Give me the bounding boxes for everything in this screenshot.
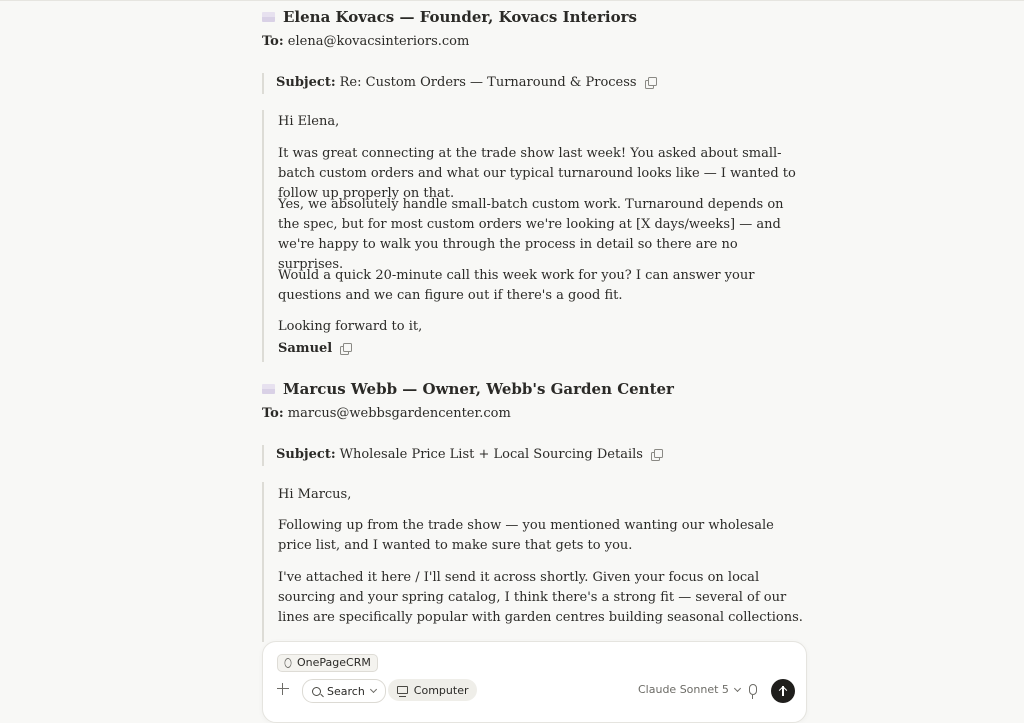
search-label: Search: [327, 684, 365, 698]
message-composer[interactable]: [262, 641, 807, 723]
envelope-icon: [262, 384, 275, 394]
email-body-block: [262, 482, 804, 642]
to-label: To:: [262, 34, 284, 49]
email-paragraph: Yes, we absolutely handle small-batch custom work. Turnaround depends on the spec, but for most custom orders we're looking at [X days/weeks] — and we're happy to walk you through the process in detail so there are no surprises.: [278, 197, 784, 272]
search-button[interactable]: [302, 679, 386, 703]
computer-button[interactable]: [388, 679, 478, 701]
to-label: To:: [262, 406, 284, 421]
subject-text: Re: Custom Orders — Turnaround & Process: [339, 75, 637, 90]
subject-label: Subject:: [276, 447, 336, 462]
contact-title: [262, 7, 637, 27]
connector-chip-label: OnePageCRM: [297, 656, 371, 669]
signature-name: Samuel: [278, 341, 333, 356]
email-paragraph: Hi Elena,: [278, 114, 340, 129]
search-icon: [312, 687, 321, 696]
link-icon: [283, 656, 293, 670]
subject-label: Subject:: [276, 75, 336, 90]
to-address: elena@kovacsinteriors.com: [287, 34, 470, 49]
envelope-icon: [262, 12, 275, 22]
subject-block: [262, 73, 804, 94]
arrow-up-icon: [782, 686, 784, 696]
microphone-icon[interactable]: [749, 684, 757, 695]
email-paragraph: Looking forward to it,: [278, 319, 423, 334]
contact-title: [262, 379, 674, 399]
send-button[interactable]: [771, 679, 795, 703]
tool-buttons: [302, 679, 477, 701]
to-line: [262, 33, 637, 51]
to-address: marcus@webbsgardencenter.com: [287, 406, 511, 421]
plus-icon[interactable]: [277, 683, 289, 695]
model-selector[interactable]: [638, 683, 740, 697]
subject-block: [262, 445, 804, 466]
email-paragraph: I've attached it here / I'll send it across shortly. Given your focus on local sourcing and your spring catalog, I think there's a strong fit — several of our lines are specifically popular with garden centres building seasonal collections.: [278, 570, 803, 625]
model-label: Claude Sonnet 5: [638, 683, 729, 696]
contact-name: Elena Kovacs — Founder, Kovacs Interiors: [283, 8, 637, 26]
connector-chip[interactable]: [277, 654, 378, 672]
email-body-block: [262, 110, 804, 362]
email-paragraph: Hi Marcus,: [278, 487, 352, 502]
chevron-down-icon: [734, 685, 741, 692]
copy-icon[interactable]: [651, 449, 663, 461]
copy-icon[interactable]: [340, 343, 352, 355]
contact-header-elena: [262, 7, 637, 51]
signature: [278, 339, 352, 359]
computer-label: Computer: [413, 683, 469, 697]
top-divider: [0, 0, 1024, 1]
contact-header-marcus: [262, 379, 674, 423]
contact-name: Marcus Webb — Owner, Webb's Garden Center: [283, 380, 674, 398]
to-line: [262, 405, 674, 423]
email-paragraph: It was great connecting at the trade show last week! You asked about small-batch custom orders and what our typical turnaround looks like — I wanted to follow up properly on that.: [278, 146, 796, 201]
subject-line: [276, 74, 804, 92]
email-paragraph: Following up from the trade show — you mentioned wanting our wholesale price list, and I wanted to make sure that gets to you.: [278, 518, 774, 553]
subject-text: Wholesale Price List + Local Sourcing Details: [339, 447, 643, 462]
subject-line: [276, 446, 804, 464]
chevron-down-icon: [370, 686, 377, 693]
email-paragraph: Would a quick 20-minute call this week work for you? I can answer your questions and we can figure out if there's a good fit.: [278, 268, 755, 303]
copy-icon[interactable]: [645, 77, 657, 89]
monitor-icon: [397, 686, 408, 694]
